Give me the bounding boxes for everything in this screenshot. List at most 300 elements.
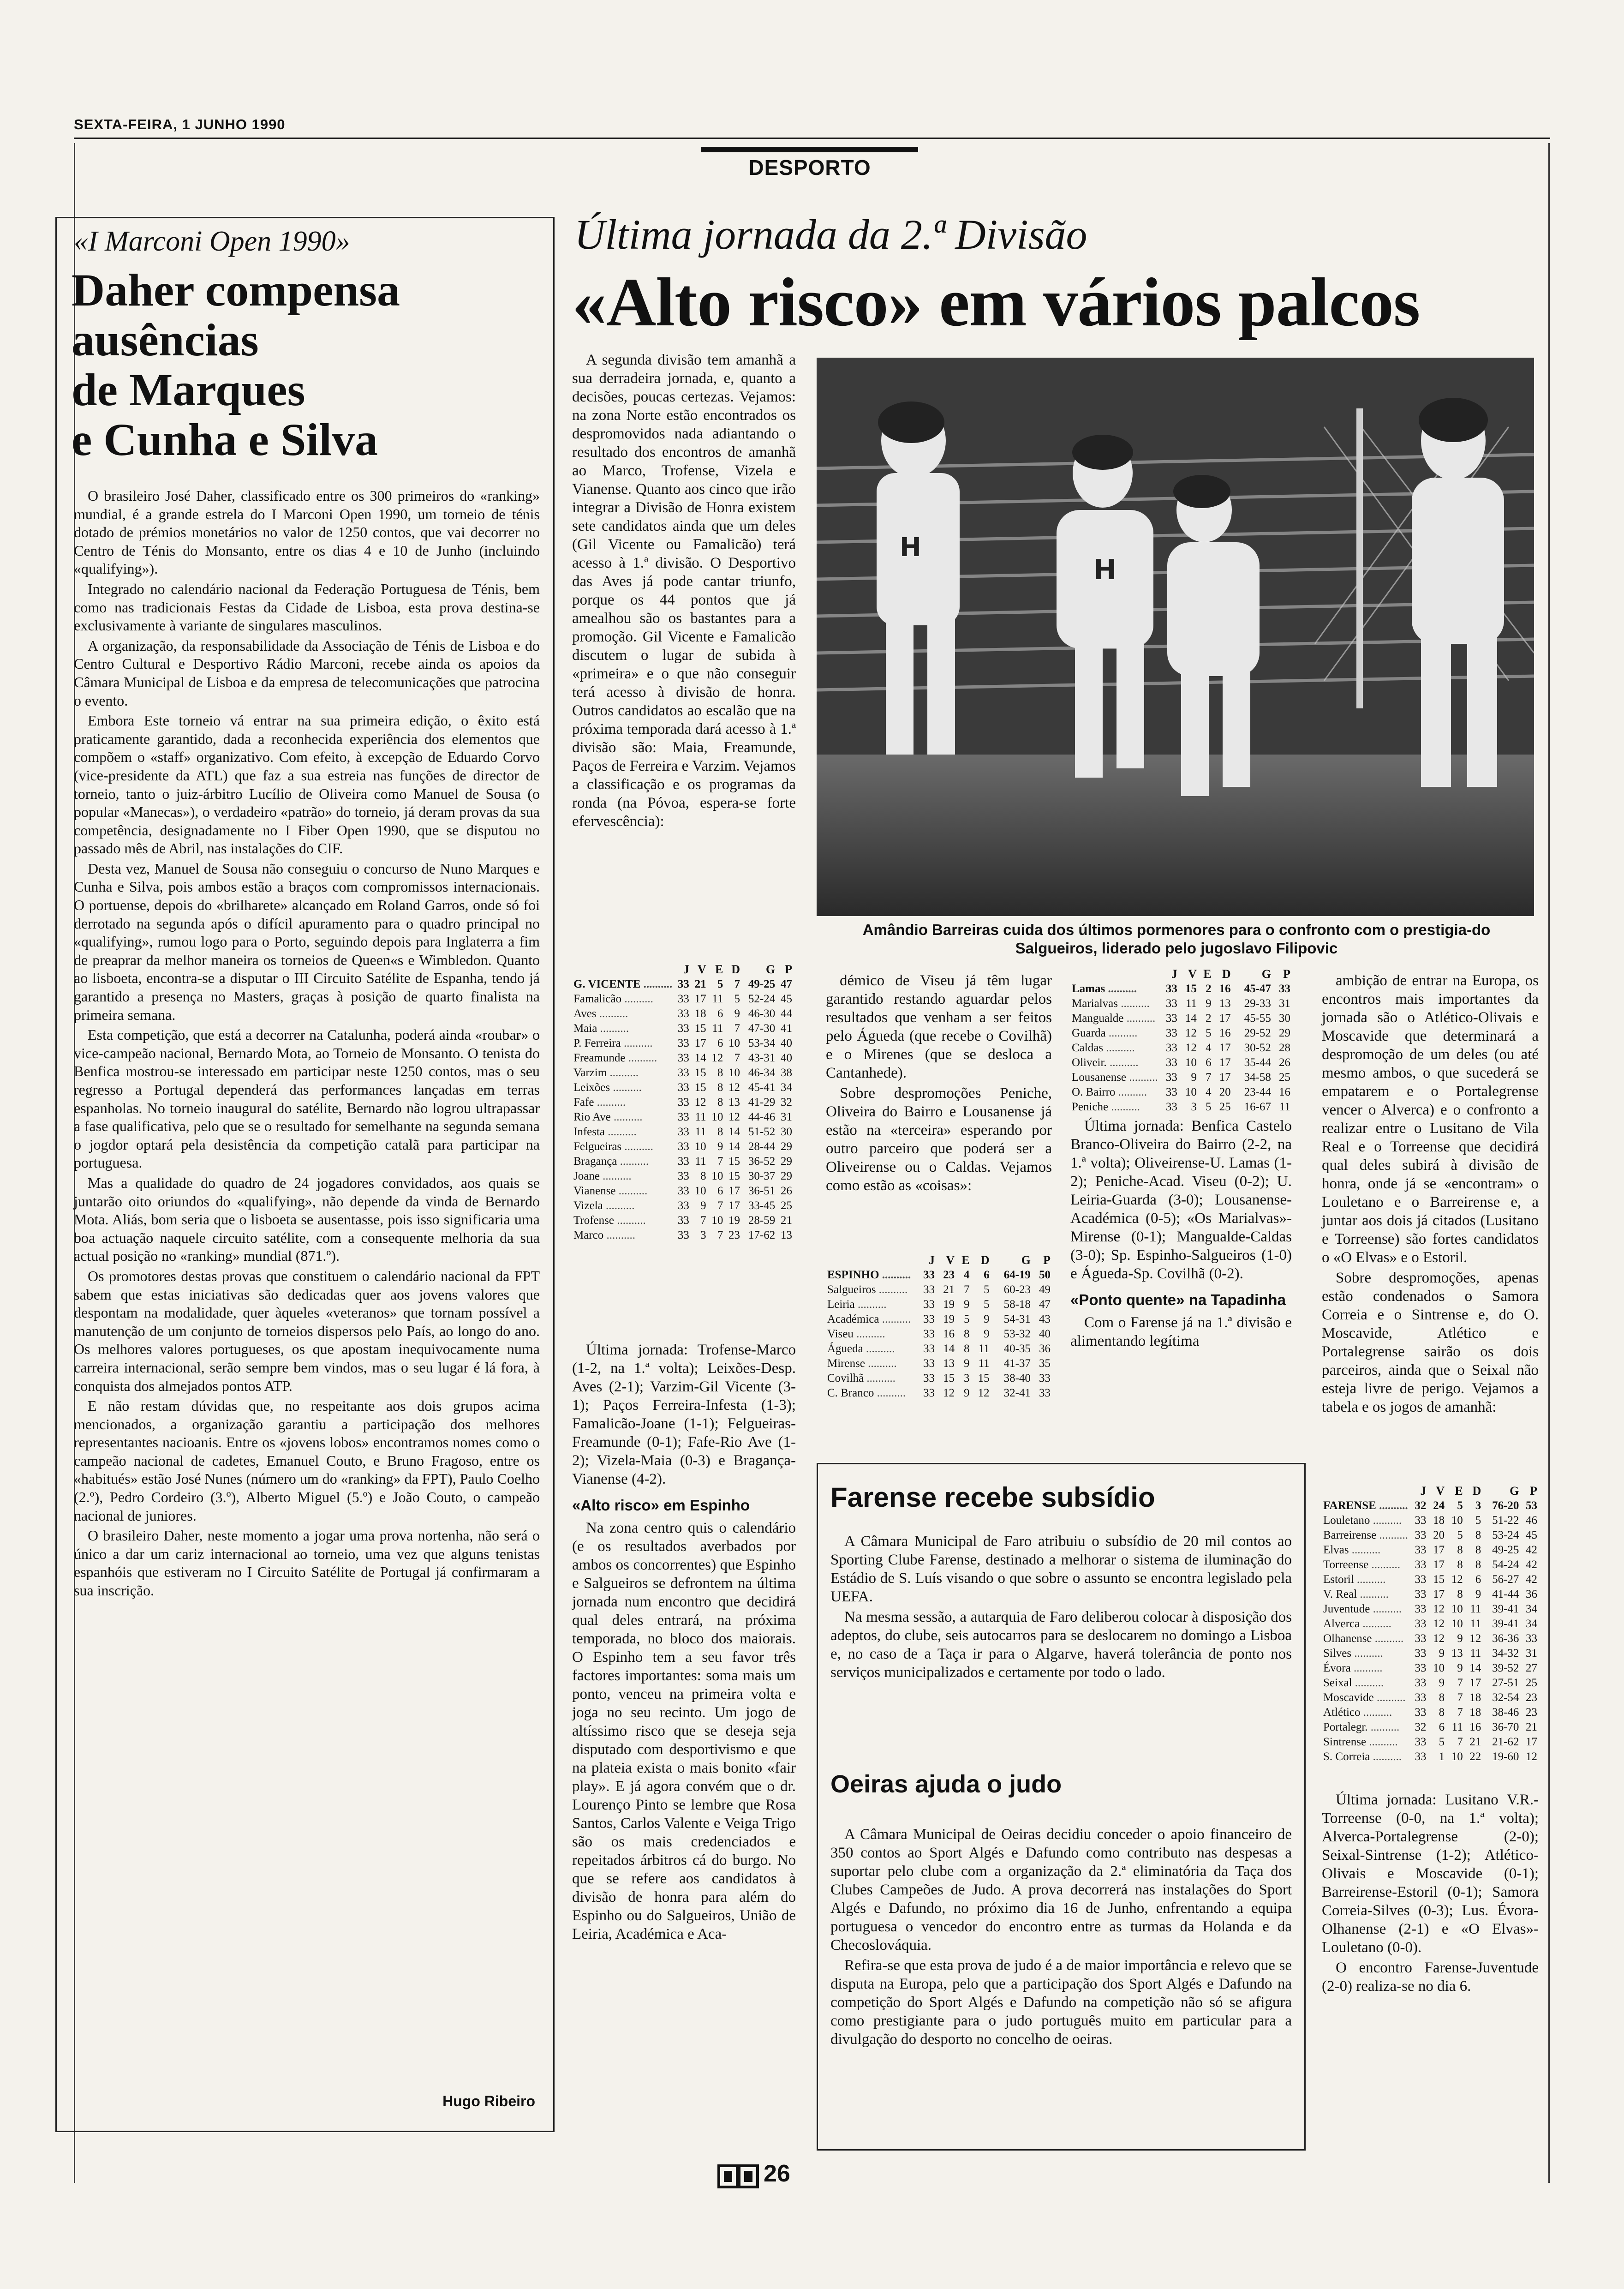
- leader-dots: ..........: [607, 1067, 639, 1079]
- table-row: [1322, 1572, 1539, 1587]
- leader-dots: ..........: [614, 1214, 646, 1227]
- stat-cell: 33: [1415, 1573, 1427, 1586]
- paragraph: Sobre despromoções, apenas estão condenados o Samora Correia e o Sintrense e, do O. Moscavide, Atlético e Portalegrense sairão os dois parceiros, ainda que o Seixal não esteja livre de perigo. Vejamos a tabela e os jogos de amanhã:: [1322, 1270, 1539, 1415]
- team-name-cell: Salgueiros ..........: [827, 1283, 908, 1296]
- stat-cell: 43-31: [748, 1052, 776, 1064]
- leader-dots: ..........: [1105, 1027, 1138, 1039]
- team-name-cell: Viseu ..........: [827, 1328, 885, 1340]
- table-row: [572, 1125, 794, 1139]
- stat-cell: 24: [1433, 1499, 1445, 1512]
- table-row: [1322, 1750, 1539, 1764]
- stat-cell: 34: [1526, 1603, 1537, 1615]
- stat-cell: 35-44: [1244, 1056, 1271, 1069]
- stat-cell: 21: [781, 1214, 792, 1227]
- stat-cell: 21: [1526, 1721, 1537, 1733]
- stat-cell: 10: [1451, 1603, 1463, 1615]
- stat-cell: 51-22: [1492, 1514, 1519, 1527]
- leader-dots: ..........: [603, 1229, 635, 1241]
- paragraph: Com o Farense já na 1.ª divisão e alimentando legítima: [1070, 1314, 1292, 1349]
- stat-cell: 10: [1451, 1750, 1463, 1763]
- stat-cell: 28-59: [748, 1214, 776, 1227]
- table-row: [572, 1095, 794, 1110]
- leader-dots: ..........: [865, 1357, 897, 1370]
- stat-cell: 6: [717, 1185, 723, 1197]
- table-row: [572, 1110, 794, 1125]
- stat-cell: 12: [1433, 1618, 1445, 1630]
- stat-cell: 53-24: [1492, 1529, 1519, 1541]
- stat-cell: 41-44: [1492, 1588, 1519, 1600]
- leader-dots: ..........: [879, 1269, 911, 1281]
- main-col-4-bottom: [1322, 1791, 1539, 1997]
- stat-cell: 7: [1206, 1071, 1212, 1084]
- byline: Hugo Ribeiro: [442, 2093, 535, 2109]
- main-headline: «Alto risco» em vários palcos: [572, 264, 1420, 341]
- table-row: [826, 1297, 1052, 1312]
- stat-cell: 5: [1475, 1514, 1481, 1527]
- leader-dots: ..........: [863, 1342, 895, 1355]
- stat-cell: 30: [1279, 1012, 1290, 1025]
- stat-cell: 7: [964, 1283, 970, 1296]
- stat-cell: 8: [1475, 1529, 1481, 1541]
- last-round-south: Última jornada: Lusitano V.R.-Torreense (0-0, na 1.ª volta); Alverca-Portalegrense (2-0); Seixal-Sintrense (1-2); Atlético-Olivais e Moscavide (0-1); Barreirense-Estoril (0-1); Samora Correia-Silves (0-3); Lus. Évora-Olhanense (2-1) e «O Elvas»-Louletano (0-0).: [1322, 1792, 1539, 1956]
- stat-cell: 10: [728, 1067, 740, 1079]
- team-name-cell: Leixões ..........: [573, 1081, 642, 1094]
- team-name-cell: Académica ..........: [827, 1313, 911, 1325]
- team-name-cell: Infesta ..........: [573, 1126, 637, 1138]
- team-name-cell: Guarda ..........: [1072, 1027, 1138, 1039]
- stat-cell: 53-32: [1003, 1328, 1031, 1340]
- stat-cell: 18: [1433, 1514, 1445, 1527]
- leader-dots: ..........: [1350, 1662, 1383, 1674]
- stat-cell: 31: [1526, 1647, 1537, 1660]
- stat-cell: 40: [781, 1037, 792, 1049]
- table-row: [572, 1007, 794, 1021]
- stat-cell: 30-37: [748, 1170, 776, 1182]
- stat-cell: 39-41: [1492, 1618, 1519, 1630]
- team-name-cell: Torreense ..........: [1323, 1558, 1400, 1571]
- paragraph: A organização, da responsabilidade da Associação de Ténis de Lisboa e do Centro Cultural e Desportivo Rádio Marconi, recebe ainda os apoios da Câmara Municipal de Lisboa e da empresa de telecomunicações que patrocina o evento.: [74, 637, 540, 709]
- team-name-cell: Mirense ..........: [827, 1357, 897, 1370]
- stat-cell: 33: [677, 1081, 689, 1094]
- paragraph: Embora Este torneio vá entrar na sua primeira edição, o êxito está praticamente garantido, dada a reconhecida experiência dos elementos que compõem o «staff» organizativo. Com efeito, à excepção de Eduardo Corvo (vice-presidente da ATL) que faz a sua estreia nas funções de director de torneio, tanto o juiz-árbitro Lucílio de Oliveira como Manuel de Sousa (o popular «Manecas»), o verdadeiro «patrão» do torneio, já deram provas da sua competência, designadamente no I Fiber Open 1990, que se disputou no passado mês de Abril, nas instalações do CIF.: [74, 712, 540, 857]
- stat-cell: 8: [717, 1067, 723, 1079]
- stat-cell: 25: [1219, 1101, 1231, 1113]
- stat-cell: 33: [923, 1387, 935, 1399]
- brief-body-farense: [830, 1532, 1292, 1684]
- stat-cell: 21: [1469, 1736, 1481, 1748]
- team-name-cell: Águeda ..........: [827, 1342, 895, 1355]
- stat-cell: 25: [1526, 1677, 1537, 1689]
- stat-cell: 12: [728, 1111, 740, 1123]
- stat-cell: 29: [781, 1140, 792, 1153]
- stat-cell: 36: [1526, 1588, 1537, 1600]
- stat-cell: 15: [694, 1067, 706, 1079]
- team-name-cell: Joane ..........: [573, 1170, 632, 1182]
- stat-cell: 6: [1439, 1721, 1445, 1733]
- stat-cell: 8: [964, 1328, 970, 1340]
- stat-cell: 45: [1526, 1529, 1537, 1541]
- table-header-cell: D: [980, 1253, 990, 1267]
- stat-cell: 33: [923, 1313, 935, 1325]
- stat-cell: 17-62: [748, 1229, 776, 1241]
- main-col-2: [826, 971, 1052, 1197]
- stat-cell: 12: [728, 1081, 740, 1094]
- stat-cell: 45-41: [748, 1081, 776, 1094]
- stat-cell: 33: [677, 1185, 689, 1197]
- stat-cell: 33: [677, 1170, 689, 1182]
- table-row: [572, 977, 794, 992]
- team-name-cell: Lamas ..........: [1072, 983, 1137, 995]
- stat-cell: 28-44: [748, 1140, 776, 1153]
- table-row: [1322, 1631, 1539, 1646]
- table-row: [572, 1154, 794, 1169]
- stat-cell: 5: [1457, 1499, 1463, 1512]
- stat-cell: 16-67: [1244, 1101, 1271, 1113]
- subhead-tapadinha: «Ponto quente» na Tapadinha: [1070, 1291, 1286, 1308]
- stat-cell: 33: [1415, 1750, 1427, 1763]
- stat-cell: 11: [1451, 1721, 1463, 1733]
- left-article-body: [74, 487, 540, 1602]
- table-row: [826, 1327, 1052, 1342]
- stat-cell: 33: [677, 1067, 689, 1079]
- leader-dots: ..........: [874, 1387, 906, 1399]
- leader-dots: ..........: [597, 1022, 629, 1035]
- stat-cell: 33: [677, 1214, 689, 1227]
- team-name-cell: Peniche ..........: [1072, 1101, 1140, 1113]
- stat-cell: 25: [1279, 1071, 1290, 1084]
- paragraph: Os promotores destas provas que constituem o calendário nacional da FPT sabem que estas iniciativas são dedicadas quer aos jovens valores que despontam na modalidade, quer àqueles «veteranos» que tornam possível a manutenção de um conjunto de torneios dispersos pelo País, ao longo do ano. Os melhores valores portugueses, os que apostam inequivocamente numa carreira internacional, serão sempre bem vindos, mas o seu lugar é lá fora, à conquista dos almejados pontos ATP.: [74, 1267, 540, 1394]
- stat-cell: 15: [978, 1372, 990, 1384]
- stat-cell: 13: [1219, 997, 1231, 1010]
- leader-dots: ..........: [853, 1328, 885, 1340]
- stat-cell: 26: [1279, 1056, 1290, 1069]
- stat-cell: 49-25: [1492, 1544, 1519, 1556]
- leader-dots: ..........: [596, 1007, 628, 1020]
- table-header-cell: G: [766, 963, 776, 976]
- stat-cell: 23: [1526, 1706, 1537, 1719]
- stat-cell: 8: [1439, 1706, 1445, 1719]
- stat-cell: 33: [677, 993, 689, 1005]
- stat-cell: 34: [1526, 1618, 1537, 1630]
- brief-title-farense: Farense recebe subsídio: [830, 1482, 1155, 1513]
- leader-dots: ..........: [1105, 983, 1137, 995]
- stat-cell: 18: [1469, 1691, 1481, 1704]
- leader-dots: ..........: [615, 1185, 648, 1197]
- table-row: [572, 1213, 794, 1228]
- leader-dots: ..........: [1372, 1632, 1404, 1645]
- stat-cell: 9: [1457, 1662, 1463, 1674]
- stat-cell: 38-40: [1003, 1372, 1031, 1384]
- stat-cell: 9: [964, 1357, 970, 1370]
- leader-dots: ..........: [621, 1140, 653, 1153]
- stat-cell: 11: [712, 993, 723, 1005]
- stat-cell: 10: [711, 1111, 723, 1123]
- stat-cell: 10: [1433, 1662, 1445, 1674]
- stat-cell: 10: [1451, 1514, 1463, 1527]
- leader-dots: ..........: [1106, 1056, 1139, 1069]
- stat-cell: 11: [1470, 1603, 1481, 1615]
- stat-cell: 11: [1470, 1618, 1481, 1630]
- stat-cell: 17: [1219, 1012, 1231, 1025]
- stat-cell: 33: [677, 1007, 689, 1020]
- stat-cell: 32-41: [1003, 1387, 1031, 1399]
- stat-cell: 6: [984, 1269, 990, 1281]
- stat-cell: 33: [1165, 1056, 1177, 1069]
- stat-cell: 14: [1469, 1662, 1481, 1674]
- table-row: [572, 1169, 794, 1184]
- stat-cell: 33: [677, 1096, 689, 1109]
- leader-dots: ..........: [1368, 1558, 1400, 1571]
- stat-cell: 8: [1475, 1544, 1481, 1556]
- stat-cell: 11: [978, 1357, 990, 1370]
- stat-cell: 36: [1039, 1342, 1051, 1355]
- paragraph: O brasileiro José Daher, classificado entre os 300 primeiros do «ranking» mundial, é a grande estrela do I Marconi Open 1990, um torneio de ténis dotado de prémios monetários no valor de 1250 contos, que vai decorrer no Centro de Ténis do Monsanto, entre os dias 4 e 10 de Junho (incluindo «qualifying»).: [74, 487, 540, 577]
- team-name-cell: Elvas ..........: [1323, 1544, 1381, 1556]
- stat-cell: 33: [923, 1298, 935, 1311]
- paragraph: A Câmara Municipal de Oeiras decidiu conceder o apoio financeiro de 350 contos ao Sport Algés e Dafundo como contributo nas despesas a suportar pelo clube com a organização da 2.ª eliminatória da Taça dos Clubes Campeões de Judo. A prova decorrerá nas instalações do Sport Algés e Dafundo, no próximo dia 16 de Junho, enfrentando a equipa portuguesa o vencedor do encontro entre as turmas da Holanda e da Checoslováquia.: [830, 1826, 1292, 1953]
- stat-cell: 15: [728, 1155, 740, 1168]
- paragraph: E não restam dúvidas que, no respeitante aos dois grupos acima mencionados, a organização garantiu a participação dos melhores representantes nacioanis. Entre os «jovens lobos» encontramos nomes como o campeão nacional de cadetes, Emanuel Couto, e Bruno Fragoso, entre os «habitués» estão José Nunes (número um do «ranking» da FPT), Paulo Coelho (2.º), Pedro Cordeiro (3.º), Alberto Miguel (5.º) e João Couto, o campeão nacional de juniores.: [74, 1397, 540, 1524]
- leader-dots: ..........: [1108, 1101, 1140, 1113]
- stat-cell: 7: [734, 978, 740, 990]
- team-name-cell: Covilhã ..........: [827, 1372, 896, 1384]
- stat-cell: 33: [677, 978, 689, 990]
- stat-cell: 9: [1191, 1071, 1197, 1084]
- stat-cell: 33: [1415, 1529, 1427, 1541]
- team-name-cell: C. Branco ..........: [827, 1387, 906, 1399]
- table-row: [572, 1021, 794, 1036]
- table-header-cell: P: [1283, 967, 1290, 981]
- stat-cell: 39-41: [1492, 1603, 1519, 1615]
- stat-cell: 33: [1165, 997, 1177, 1010]
- headline-line: Daher compensa: [72, 264, 400, 316]
- stat-cell: 9: [1439, 1647, 1445, 1660]
- table-header-cell: J: [929, 1253, 935, 1267]
- stat-cell: 15: [728, 1170, 740, 1182]
- leader-dots: ..........: [603, 1199, 635, 1212]
- stat-cell: 20: [1219, 1086, 1231, 1098]
- stat-cell: 9: [717, 1140, 723, 1153]
- table-header-cell: V: [1188, 967, 1197, 981]
- stat-cell: 30-52: [1244, 1042, 1271, 1054]
- page-number: 26: [764, 2160, 790, 2187]
- table-row: [1322, 1720, 1539, 1735]
- stat-cell: 4: [964, 1269, 970, 1281]
- stat-cell: 9: [964, 1298, 970, 1311]
- stat-cell: 38-46: [1492, 1706, 1519, 1719]
- leader-dots: ..........: [640, 978, 673, 990]
- standings-table-north: [572, 962, 794, 1243]
- stat-cell: 9: [984, 1328, 990, 1340]
- team-name-cell: Juventude ..........: [1323, 1603, 1402, 1615]
- stat-cell: 33: [1526, 1632, 1537, 1645]
- brief-body-oeiras: [830, 1825, 1292, 2050]
- table-row: [826, 1312, 1052, 1327]
- stat-cell: 33: [1165, 1027, 1177, 1039]
- table-header-cell: J: [683, 963, 689, 976]
- stat-cell: 8: [717, 1126, 723, 1138]
- table-row: [826, 1386, 1052, 1401]
- stat-cell: 43: [1039, 1313, 1051, 1325]
- leader-dots: ..........: [1126, 1071, 1158, 1084]
- stat-cell: 38: [781, 1067, 792, 1079]
- table-row: [1322, 1558, 1539, 1572]
- stat-cell: 41-37: [1003, 1357, 1031, 1370]
- stat-cell: 33: [1415, 1736, 1427, 1748]
- team-name-cell: Lousanense ..........: [1072, 1071, 1158, 1084]
- table-header-cell: J: [1171, 967, 1177, 981]
- stat-cell: 53-34: [748, 1037, 776, 1049]
- stat-cell: 51-52: [748, 1126, 776, 1138]
- table-row: [572, 1184, 794, 1198]
- team-name-cell: Vianense ..........: [573, 1185, 648, 1197]
- table-row: [826, 1371, 1052, 1386]
- stat-cell: 19: [943, 1298, 955, 1311]
- stat-cell: 14: [728, 1126, 740, 1138]
- stat-cell: 33: [1279, 983, 1290, 995]
- table-header-cell: P: [785, 963, 792, 976]
- leader-dots: ..........: [605, 1126, 637, 1138]
- paragraph: démico de Viseu já têm lugar garantido restando aguardar pelos resultados que venham a ser feitos pelo Águeda (que recebe o Covilhã) e o Mirenes (que se desloca a Cantanhede).: [826, 972, 1052, 1081]
- stat-cell: 7: [700, 1214, 706, 1227]
- table-header-cell: V: [697, 963, 706, 976]
- subhead-espinho: «Alto risco» em Espinho: [572, 1497, 750, 1514]
- stat-cell: 5: [1439, 1736, 1445, 1748]
- stat-cell: 5: [964, 1313, 970, 1325]
- stat-cell: 33: [923, 1357, 935, 1370]
- table-header-cell: E: [1203, 967, 1212, 981]
- stat-cell: 10: [694, 1185, 706, 1197]
- leader-dots: ..........: [879, 1313, 911, 1325]
- header-rule: [74, 138, 1550, 139]
- team-name-cell: G. VICENTE ..........: [573, 978, 673, 990]
- stat-cell: 33: [1415, 1544, 1427, 1556]
- stat-cell: 5: [1457, 1529, 1463, 1541]
- stat-cell: 23: [728, 1229, 740, 1241]
- stat-cell: 12: [1185, 1042, 1197, 1054]
- table-row: [1070, 1041, 1292, 1055]
- stat-cell: 33: [1415, 1603, 1427, 1615]
- stat-cell: 33: [1039, 1372, 1051, 1384]
- table-header-cell: D: [731, 963, 740, 976]
- stat-cell: 49-25: [748, 978, 776, 990]
- table-row: [826, 1342, 1052, 1356]
- leader-dots: ..........: [1349, 1544, 1381, 1556]
- table-row: [1070, 1055, 1292, 1070]
- stat-cell: 11: [695, 1111, 706, 1123]
- team-name-cell: Estoril ..........: [1323, 1573, 1386, 1586]
- stat-cell: 33: [1415, 1677, 1427, 1689]
- leader-dots: ..........: [1373, 1691, 1406, 1704]
- stat-cell: 56-27: [1492, 1573, 1519, 1586]
- main-col-3: [1070, 1117, 1292, 1352]
- team-photo: [817, 358, 1534, 916]
- table-row: [1322, 1543, 1539, 1558]
- stat-cell: 14: [728, 1140, 740, 1153]
- stat-cell: 33: [1039, 1387, 1051, 1399]
- stat-cell: 47-30: [748, 1022, 776, 1035]
- stat-cell: 50: [1039, 1269, 1051, 1281]
- stat-cell: 33: [677, 1199, 689, 1212]
- table-header-cell: E: [715, 963, 723, 976]
- stat-cell: 11: [712, 1022, 723, 1035]
- stat-cell: 10: [1185, 1056, 1197, 1069]
- standings-table-centre-a: [826, 1253, 1052, 1401]
- headline-line: e Cunha e Silva: [72, 414, 378, 465]
- stat-cell: 15: [694, 1022, 706, 1035]
- team-name-cell: Alverca ..........: [1323, 1618, 1391, 1630]
- table-header-cell: V: [1436, 1484, 1445, 1498]
- paragraph: Na mesma sessão, a autarquia de Faro deliberou colocar à disposição dos adeptos, do clube, seis autocarros para se deslocarem no domingo a Lisboa e, no caso de a Taça ir para o Algarve, haverá tolerância de ponto nos serviços municipalizados e certamente por todo o lado.: [830, 1609, 1292, 1681]
- team-name-cell: Sintrense ..........: [1323, 1736, 1398, 1748]
- table-header-cell: V: [946, 1253, 955, 1267]
- photo-illustration: [817, 358, 1534, 916]
- stat-cell: 15: [1433, 1573, 1445, 1586]
- stat-cell: 33: [677, 1052, 689, 1064]
- stat-cell: 17: [1219, 1042, 1231, 1054]
- table-header-row: [826, 1253, 1052, 1268]
- stat-cell: 33: [1165, 1042, 1177, 1054]
- stat-cell: 33: [1415, 1514, 1427, 1527]
- leader-dots: ..........: [1357, 1588, 1389, 1600]
- stat-cell: 7: [734, 1022, 740, 1035]
- stat-cell: 10: [1451, 1618, 1463, 1630]
- stat-cell: 33: [1415, 1558, 1427, 1571]
- stat-cell: 9: [1206, 997, 1212, 1010]
- stat-cell: 13: [728, 1096, 740, 1109]
- stat-cell: 9: [1439, 1677, 1445, 1689]
- team-name-cell: P. Ferreira ..........: [573, 1037, 653, 1049]
- stat-cell: 52-24: [748, 993, 776, 1005]
- stat-cell: 29-52: [1244, 1027, 1271, 1039]
- stat-cell: 32: [781, 1096, 792, 1109]
- table-row: [1322, 1587, 1539, 1602]
- table-header-cell: G: [1510, 1484, 1519, 1498]
- team-name-cell: Barreirense ..........: [1323, 1529, 1408, 1541]
- team-name-cell: Leiria ..........: [827, 1298, 887, 1311]
- stat-cell: 5: [984, 1298, 990, 1311]
- stat-cell: 9: [734, 1007, 740, 1020]
- left-article-headline: [72, 265, 400, 465]
- stat-cell: 6: [1475, 1573, 1481, 1586]
- stat-cell: 10: [694, 1140, 706, 1153]
- stat-cell: 4: [1206, 1042, 1212, 1054]
- stat-cell: 47: [781, 978, 792, 990]
- stat-cell: 33-45: [748, 1199, 776, 1212]
- stat-cell: 2: [1206, 1012, 1212, 1025]
- team-name-cell: Moscavide ..........: [1323, 1691, 1406, 1704]
- team-name-cell: Portalegr. ..........: [1323, 1721, 1400, 1733]
- paragraph: O encontro Farense-Juventude (2-0) realiza-se no dia 6.: [1322, 1959, 1539, 1995]
- stat-cell: 9: [700, 1199, 706, 1212]
- stat-cell: 3: [700, 1229, 706, 1241]
- stat-cell: 11: [1279, 1101, 1290, 1113]
- photo-caption: Amândio Barreiras cuida dos últimos pormenores para o confronto com o prestigia-do Salgueiros, liderado pelo jugoslavo Filipovic: [862, 921, 1491, 957]
- leader-dots: ..........: [1360, 1706, 1392, 1719]
- stat-cell: 7: [717, 1199, 723, 1212]
- stat-cell: 6: [717, 1037, 723, 1049]
- table-row: [572, 992, 794, 1007]
- table-row: [1322, 1528, 1539, 1543]
- stat-cell: 18: [694, 1007, 706, 1020]
- stat-cell: 46: [1526, 1514, 1537, 1527]
- table-row: [1322, 1661, 1539, 1676]
- leader-dots: ..........: [1370, 1750, 1402, 1763]
- table-row: [1070, 1011, 1292, 1026]
- stat-cell: 49: [1039, 1283, 1051, 1296]
- leader-dots: ..........: [1117, 997, 1150, 1010]
- stat-cell: 45: [781, 993, 792, 1005]
